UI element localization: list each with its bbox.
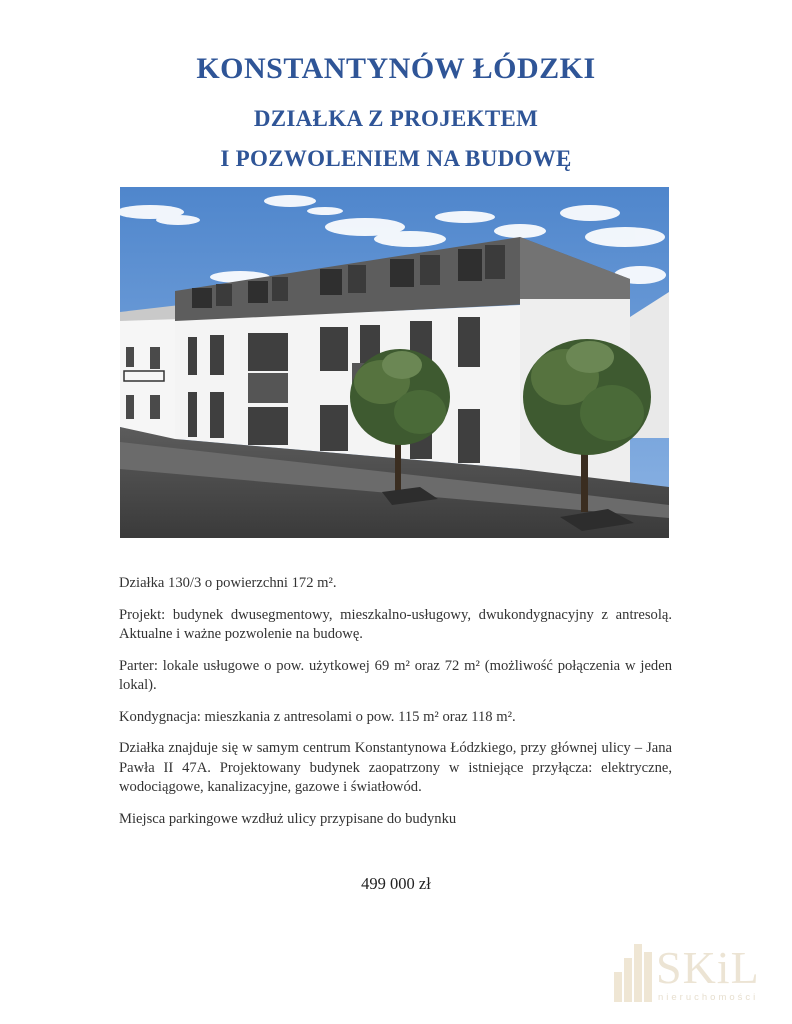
description-paragraph: Miejsca parkingowe wzdłuż ulicy przypisane do budynku [119, 810, 457, 827]
description-paragraph: Kondygnacja: mieszkania z antresolami o pow. 115 m² oraz 118 m². [119, 708, 516, 725]
skil-logo [612, 940, 782, 1010]
logo-bars-icon [612, 944, 654, 1002]
description-block [119, 574, 672, 841]
subtitle-line-1: DZIAŁKA Z PROJEKTEM [253, 106, 539, 131]
subtitle-line-2: I POZWOLENIEM NA BUDOWĘ [220, 146, 572, 171]
description-paragraph: Parter: lokale usługowe o pow. użytkowej 69 m² oraz 72 m² (możliwość połączenia w jeden lokal). [119, 657, 672, 693]
description-paragraph: Projekt: budynek dwusegmentowy, mieszkalno-usługowy, dwukondygnacyjny z antresolą. Aktualne i ważne pozwolenie na budowę. [119, 606, 672, 642]
left-house [120, 317, 180, 442]
logo-name: SKiL [656, 942, 760, 993]
building-rendering-image [120, 187, 669, 538]
description-paragraph: Działka 130/3 o powierzchni 172 m². [119, 575, 337, 591]
price: 499 000 zł [361, 874, 431, 893]
description-paragraph: Działka znajduje się w samym centrum Konstantynowa Łódzkiego, przy głównej ulicy – Jana Pawła II 47A. Projektowany budynek zaopatrzony w istniejące przyłącza: elektryczne, wodociągowe, kanalizacyjne, gazowe i światłowód. [119, 740, 672, 795]
page-title: KONSTANTYNÓW ŁÓDZKI [196, 52, 596, 85]
logo-tagline: nieruchomości [658, 992, 759, 1003]
